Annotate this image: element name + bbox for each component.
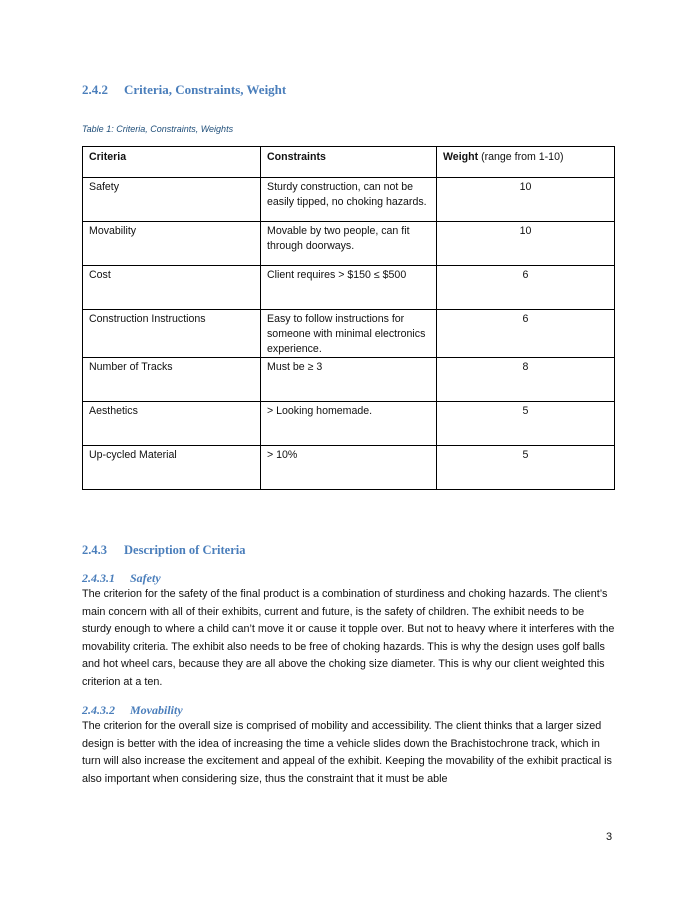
criteria-cell: Construction Instructions: [83, 310, 261, 358]
section-heading-2-4-3-2: [82, 703, 183, 718]
table-row: [83, 222, 615, 266]
weight-cell: 6: [437, 310, 615, 358]
criteria-cell: Cost: [83, 266, 261, 310]
criteria-table: [82, 146, 615, 490]
section-number: 2.4.3.2: [82, 703, 115, 717]
constraints-cell: Movable by two people, can fit through doorways.: [261, 222, 437, 266]
table-caption: Table 1: Criteria, Constraints, Weights: [82, 124, 234, 134]
criteria-cell: Number of Tracks: [83, 358, 261, 402]
section-number: 2.4.3.1: [82, 571, 115, 585]
section-number: 2.4.3: [82, 543, 107, 557]
criteria-cell: Safety: [83, 178, 261, 222]
section-title: Safety: [130, 571, 161, 585]
constraints-cell: Client requires > $150 ≤ $500: [261, 266, 437, 310]
weight-cell: 5: [437, 446, 615, 490]
page-number: 3: [606, 831, 613, 843]
weight-cell: 5: [437, 402, 615, 446]
section-title: Description of Criteria: [124, 543, 246, 557]
header-criteria: Criteria: [83, 147, 261, 178]
table-header-row: [83, 147, 615, 178]
constraints-cell: Sturdy construction, can not be easily tipped, no choking hazards.: [261, 178, 437, 222]
weight-cell: 8: [437, 358, 615, 402]
table-row: [83, 446, 615, 490]
weight-cell: 10: [437, 178, 615, 222]
weight-cell: 10: [437, 222, 615, 266]
movability-paragraph: The criterion for the overall size is comprised of mobility and accessibility. The client thinks that a larger sized design is better with the idea of increasing the time a vehicle slides down the Brachistochrone track, which in turn will also increase the excitement and appeal of the exhibit. Keeping the movability of the exhibit practical is also important when considering size, thus the constraint that it must be able: [82, 720, 612, 785]
criteria-cell: Up-cycled Material: [83, 446, 261, 490]
constraints-cell: Easy to follow instructions for someone with minimal electronics experience.: [261, 310, 437, 358]
section-title: Movability: [130, 703, 183, 717]
table-row: [83, 178, 615, 222]
criteria-cell: Aesthetics: [83, 402, 261, 446]
constraints-cell: Must be ≥ 3: [261, 358, 437, 402]
weight-cell: 6: [437, 266, 615, 310]
header-weight: Weight (range from 1-10): [437, 147, 615, 178]
section-heading-2-4-2: [82, 82, 286, 98]
constraints-cell: > 10%: [261, 446, 437, 490]
table-row: [83, 358, 615, 402]
section-heading-2-4-3: [82, 543, 246, 558]
section-heading-2-4-3-1: [82, 571, 161, 586]
section-title: Criteria, Constraints, Weight: [124, 82, 287, 97]
safety-paragraph: The criterion for the safety of the final product is a combination of sturdiness and choking hazards. The client’s main concern with all of their exhibits, current and future, is the safety of children. The exhibit needs to be sturdy enough to where a child can’t move it or cause it topple over. But not to heavy where it interferes with the movability criteria. The exhibit also needs to be free of choking hazards. This is why the design uses golf balls and hot wheel cars, because they are all above the choking size diameter. This is why our client weighted this criterion at a ten.: [82, 588, 615, 688]
constraints-cell: > Looking homemade.: [261, 402, 437, 446]
section-number: 2.4.2: [82, 82, 108, 97]
table-row: [83, 266, 615, 310]
criteria-cell: Movability: [83, 222, 261, 266]
header-constraints: Constraints: [261, 147, 437, 178]
table-row: [83, 402, 615, 446]
table-row: [83, 310, 615, 358]
